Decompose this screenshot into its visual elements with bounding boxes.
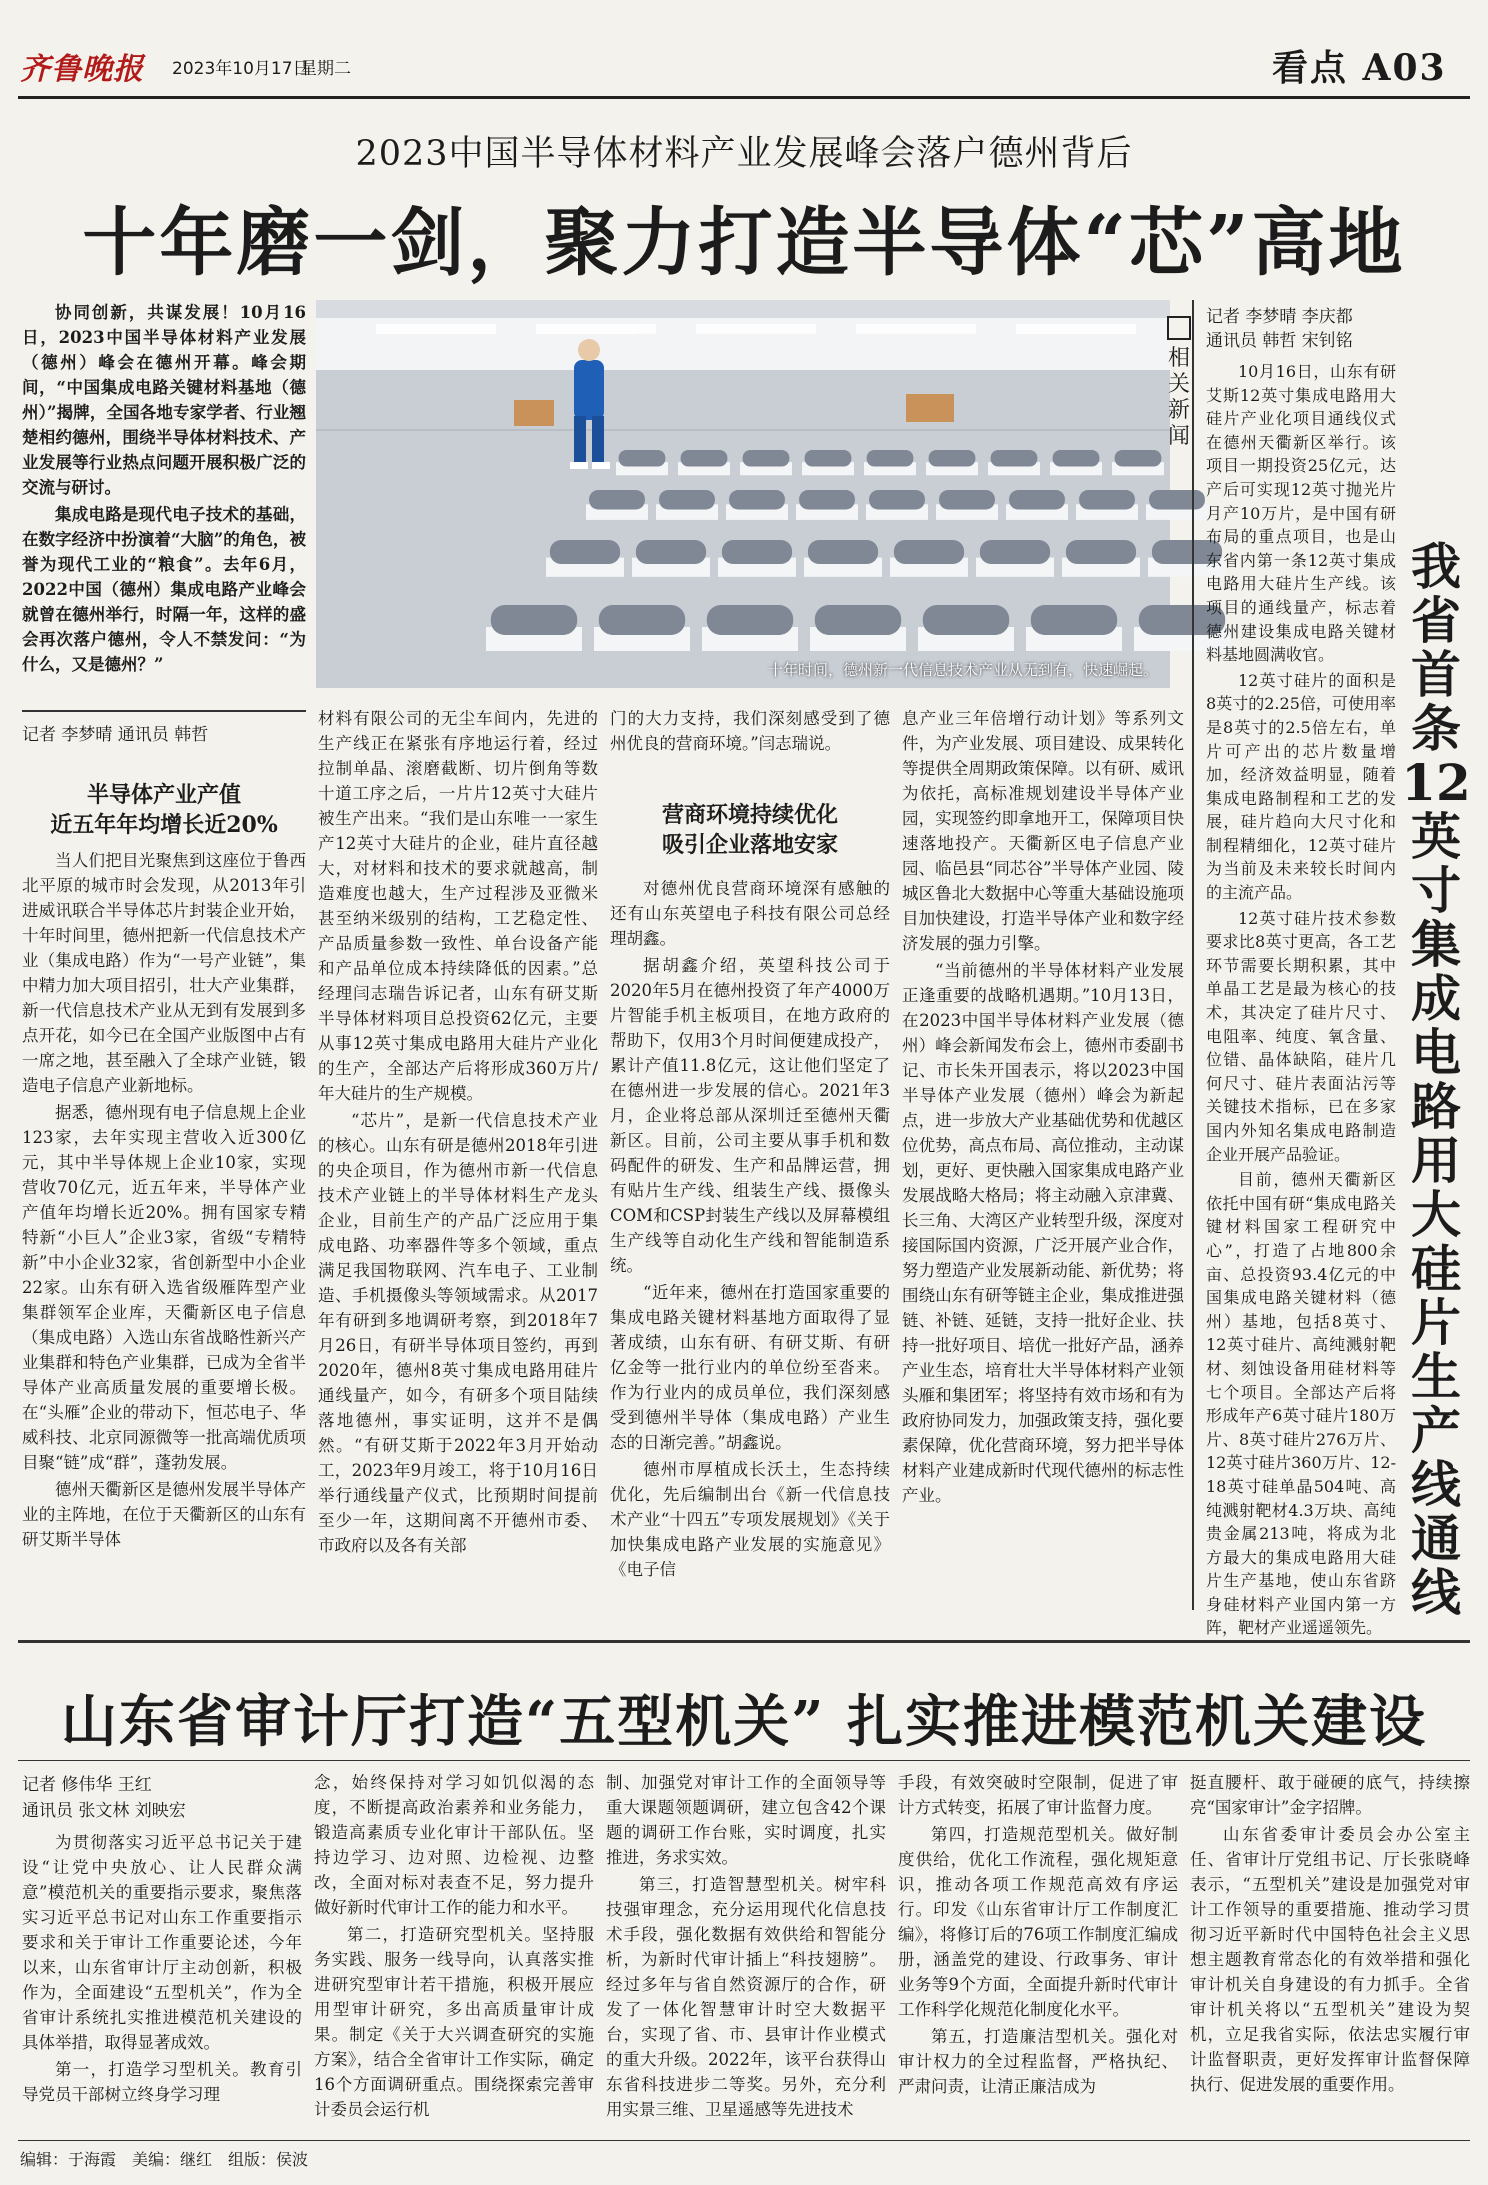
paragraph: 手段，有效突破时空限制，促进了审计方式转变，拓展了审计监督力度。 [898,1773,1178,1817]
silicon-ingot [867,450,914,467]
story1-subhead-2: 营商环境持续优化 吸引企业落地安家 [661,802,838,858]
paragraph: 第一，打造学习型机关。教育引导党员干部树立终身学习理 [22,2060,302,2104]
paragraph: 第二，打造研究型机关。坚持服务实践、服务一线导向，认真落实推进研究型审计若干措施，积极开展应用型审计研究，多出高质量审计成果。制定《关于大兴调查研究的实施方案》，结合全省审计工作实际，确定16个方面调研重点。围绕探索完善审计委员会运行机 [314,1925,594,2119]
silicon-ingot [1149,490,1205,510]
section-rule-thin [18,1760,1470,1761]
silicon-ingot [729,490,785,510]
related-news-label [1166,316,1192,450]
related-byline-1: 记者 李梦晴 李庆都 [1206,307,1353,327]
paragraph: 息产业三年倍增行动计划》等系列文件，为产业发展、项目建设、成果转化等提供全周期政策保障。以有研、威讯为依托，高标准规划建设半导体产业园，实现签约即拿地开工，保障项目快速落地投产。天衢新区电子信息产业园、临邑县“同芯谷”半导体产业园、陵城区鲁北大数据中心等重大基础设施项目加快建设，打造半导体产业和数字经济发展的强力引擎。 [902,709,1184,953]
paragraph: “当前德州的半导体材料产业发展正逢重要的战略机遇期。”10月13日，在2023中国半导体材料产业发展（德州）峰会新闻发布会上，德州市委副书记、市长朱开国表示，将以2023中国半导体产业发展（德州）峰会为新起点，进一步放大产业基础优势和优越区位优势，高点布局、高位推动，主动谋划，更好、更快融入国家集成电路产业发展战略大格局；将主动融入京津冀、长三角、大湾区产业转型升级，深度对接国际国内资源，广泛开展产业合作，努力塑造产业发展新动能、新优势；将围绕山东有研等链主企业，集成推进强链、补链、延链，支持一批好企业、扶持一批好项目、培优一批好产品，涵养产业生态，培育壮大半导体材料产业领头雁和集团军；将坚持有效市场和有为政府协同发力，加强政策支持，强化要素保障，优化营商环境，努力把半导体材料产业建成新时代现代德州的标志性产业。 [902,961,1184,1505]
paragraph: 12英寸硅片技术参数要求比8英寸更高，各工艺环节需要长期积累，其中单晶工艺是最为核心的技术，其决定了硅片尺寸、电阻率、纯度、氧含量、位错、晶体缺陷，硅片几何尺寸、硅片表面沾污等关键技术指标，已在多家国内外知名集成电路制造企业开展产品验证。 [1206,908,1396,1164]
paragraph: 门的大力支持，我们深刻感受到了德州优良的营商环境。”闫志瑞说。 [610,709,890,753]
paragraph: 材料有限公司的无尘车间内，先进的生产线正在紧张有序地运行着，经过拉制单晶、滚磨截断、切片倒角等数十道工序之后，一片片12英寸大硅片被生产出来。“我们是山东唯一一家生产12英寸大硅片的企业，硅片直径越大，对材料和技术的要求就越高，制造难度也越大，生产过程涉及亚微米甚至纳米级别的结构，工艺稳定性、产品质量参数一致性、单台设备产能和产品单位成本持续降低的因素。”总经理闫志瑞告诉记者，山东有研艾斯半导体材料项目总投资62亿元，主要从事12英寸集成电路用大硅片产业化的生产，全部达产后将形成360万片/年大硅片的生产规模。 [318,709,598,1103]
silicon-ingot [799,490,855,510]
paragraph: 德州市厚植成长沃土，生态持续优化，先后编制出台《新一代信息技术产业“十四五”专项发展规划》《关于加快集成电路产业发展的实施意见》《电子信 [610,1460,890,1579]
paragraph: 据悉，德州现有电子信息规上企业123家，去年实现主营收入近300亿元，其中半导体规上企业10家，实现营收70亿元，近五年来，半导体产业产值年均增长近20%。拥有国家专精特新“小巨人”企业3家，省级“专精特新”中小企业32家，省创新型中小企业22家。山东有研入选省级雁阵型产业集群领军企业库，天衢新区电子信息（集成电路）入选山东省战略性新兴产业集群和特色产业集群，已成为全省半导体产业高质量发展的重要增长极。在“头雁”企业的带动下，恒芯电子、华威科技、北京同源微等一批高端优质项目聚“链”成“群”，蓬勃发展。 [22,1103,306,1472]
silicon-ingot [681,450,728,467]
story2-byline-1: 记者 修伟华 王红 [22,1775,152,1795]
silicon-ingot [659,490,715,510]
paragraph: 10月16日，山东有研艾斯12英寸集成电路用大硅片产业化项目通线仪式在德州天衢新区举行。该项目一期投资25亿元，达产后可实现12英寸抛光片月产10万片，是中国有研布局的重点项目，也是山东省内第一条12英寸集成电路用大硅片生产线。该项目的通线量产，标志着德州建设集成电路关键材料基地圆满收官。 [1206,362,1396,665]
silicon-ingot [815,605,901,635]
silicon-ingot [707,605,793,635]
paragraph: 制、加强党对审计工作的全面领导等重大课题领题调研，建立包含42个课题的调研工作台账，实时调度，扎实推进，务求实效。 [606,1773,886,1867]
silicon-ingot [923,605,1009,635]
silicon-ingot [636,540,706,564]
paragraph: 目前，德州天衢新区依托中国有研“集成电路关键材料国家工程研究中心”，打造了占地800余亩、总投资93.4亿元的中国集成电路关键材料（德州）基地，包括8英寸、12英寸硅片、高纯溅射靶材、刻蚀设备用硅材料等七个项目。全部达产后将形成年产6英寸硅片180万片、8英寸硅片276万片、12英寸硅片360万片、12-18英寸硅单晶504吨、高纯溅射靶材4.3万块、高纯贵金属213吨，将成为北方最大的集成电路用大硅片生产基地，使山东省跻身硅材料产业国内第一方阵，靶材产业遥遥领先。 [1206,1170,1396,1638]
related-headline: 我省首条12英寸集成电路用大硅片生产线通线 [1401,537,1471,1622]
story1-byline: 记者 李梦晴 通讯员 韩哲 [22,725,209,745]
silicon-ingot [929,450,976,467]
story2-headline: 山东省审计厅打造“五型机关” 扎实推进模范机关建设 [61,1689,1427,1755]
story1-column-3 [610,876,890,1608]
paragraph: 为贯彻落实习近平总书记关于建设“让党中央放心、让人民群众满意”模范机关的重要指示要求，聚焦落实习近平总书记对山东工作重要指示要求和关于审计工作重要论述，今年以来，山东省审计厅主动创新，积极作为，全面建设“五型机关”，作为全省审计系统扎实推进模范机关建设的具体举措，取得显著成效。 [22,1833,302,2052]
issue-date: 2023年10月17日 [172,59,310,79]
paragraph: 挺直腰杆、敢于碰硬的底气，持续擦亮“国家审计”金字招牌。 [1190,1773,1470,1817]
silicon-ingot [808,540,878,564]
story1-headline: 十年磨一剑，聚力打造半导体“芯”高地 [82,200,1406,286]
silicon-ingot [991,450,1038,467]
related-label-text: 相关新闻 [1167,346,1190,449]
silicon-ingot [1079,490,1135,510]
silicon-ingot [869,490,925,510]
story1-column-2 [318,706,598,1608]
photo-caption: 十年时间，德州新一代信息技术产业从无到有，快速崛起。 [767,661,1158,679]
paragraph: 山东省委审计委员会办公室主任、省审计厅党组书记、厅长张晓峰表示，“五型机关”建设是加强党对审计工作领导的重要措施、推动学习贯彻习近平新时代中国特色社会主义思想主题教育常态化的有效举措和强化审计机关自身建设的有力抓手。全省审计机关将以“五型机关”建设为契机，立足我省实际，依法忠实履行审计监督职责，更好发挥审计监督保障执行、促进发展的重要作用。 [1190,1825,1470,2094]
lead-paragraph: 协同创新，共谋发展！10月16日，2023中国半导体材料产业发展（德州）峰会在德州开幕。峰会期间，“中国集成电路关键材料基地（德州）”揭牌，全国各地专家学者、行业翘楚相约德州，围绕半导体材料技术、产业发展等行业热点问题开展积极广泛的交流与研讨。 [22,303,306,497]
silicon-ingot [619,450,666,467]
story1-kicker: 2023中国半导体材料产业发展峰会落户德州背后 [355,134,1133,174]
issue-weekday: 星期二 [300,59,351,79]
silicon-ingot [1009,490,1065,510]
paragraph: 对德州优良营商环境深有感触的还有山东英望电子科技有限公司总经理胡鑫。 [610,879,890,948]
newspaper-logo: 齐鲁晚报 [20,52,144,87]
story2-column-2 [314,1770,594,2134]
related-byline-2: 通讯员 韩哲 宋钊铭 [1206,331,1353,351]
story1-subhead-1: 半导体产业产值 近五年年均增长近20% [50,782,278,838]
silicon-ingot [743,450,790,467]
lead-paragraph: 集成电路是现代电子技术的基础，在数字经济中扮演着“大脑”的角色，被誉为现代工业的“粮食”。去年6月，2022中国（德州）集成电路产业峰会就曾在德州举行，时隔一年，这样的盛会再次落户德州，令人不禁发问：“为什么，又是德州？” [22,505,306,674]
paragraph: 念，始终保持对学习如饥似渴的态度，不断提高政治素养和业务能力，锻造高素质专业化审计干部队伍。坚持边学习、边对照、边检视、边整改，全面对标对表查不足，努力提升做好新时代审计工作的能力和水平。 [314,1773,594,1917]
section-rule [18,1640,1470,1643]
silicon-ingot [980,540,1050,564]
story1-photo [316,300,1170,688]
paragraph: 12英寸硅片的面积是8英寸的2.25倍，可使用率是8英寸的2.5倍左右，单片可产出的芯片数量增加，经济效益明显，随着集成电路制程和工艺的发展，硅片趋向大尺寸化和制程精细化，12英寸硅片为当前及未来较长时间内的主流产品。 [1206,670,1396,903]
story1-lead [22,300,306,692]
paragraph: 据胡鑫介绍，英望科技公司于2020年5月在德州投资了年产4000万片智能手机主板项目，在地方政府的帮助下，仅用3个月时间便建成投产，累计产值11.8亿元，这让他们坚定了在德州进一步发展的信心。2021年3月，企业将总部从深圳迁至德州天衢新区。目前，公司主要从事手机和数码配件的研发、生产和品牌运营，拥有贴片生产线、组装生产线、摄像头COM和CSP封装生产线以及屏幕模组生产线等自动化生产线和智能制造系统。 [610,956,890,1275]
paragraph: “近年来，德州在打造国家重要的集成电路关键材料基地方面取得了显著成绩，山东有研、有研艾斯、有研亿金等一批行业内的单位纷至沓来。作为行业内的成员单位，我们深刻感受到德州半导体（集成电路）产业生态的日渐完善。”胡鑫说。 [610,1283,890,1452]
divider [22,710,306,712]
story2-column-4 [898,1770,1178,2134]
paragraph: 第五，打造廉洁型机关。强化对审计权力的全过程监督，严格执纪、严肃问责，让清正廉洁成为 [898,2027,1178,2096]
silicon-ingot [550,540,620,564]
silicon-ingot [491,605,577,635]
related-body [1206,360,1396,1638]
paragraph: 当人们把目光聚焦到这座位于鲁西北平原的城市时会发现，从2013年引进威讯联合半导体芯片封装企业开始，十年时间里，德州把新一代信息技术产业（集成电路）作为“一号产业链”，集中精力加大项目招引，壮大产业集群，新一代信息技术产业从无到有发展到多点开花，如今已在全国产业版图中占有一席之地，甚至融入了全球产业链，锻造电子信息产业新地标。 [22,851,306,1095]
paragraph: 第三，打造智慧型机关。树牢科技强审理念，充分运用现代化信息技术手段，强化数据有效供给和智能分析，为新时代审计插上“科技翅膀”。经过多年与省自然资源厅的合作，研发了一体化智慧审计时空大数据平台，实现了省、市、县审计作业模式的重大升级。2022年，该平台获得山东省科技进步二等奖。另外，充分利用实景三维、卫星遥感等先进技术 [606,1875,886,2119]
story1-column-3a [610,706,890,774]
silicon-ingot [599,605,685,635]
page-credits: 编辑：于海霞 美编：继红 组版：侯波 [20,2150,309,2169]
paragraph: 德州天衢新区是德州发展半导体产业的主阵地，在位于天衢新区的山东有研艾斯半导体 [22,1480,306,1549]
cleanroom-illustration [316,300,1170,688]
story1-column-4 [902,706,1184,1608]
label-box-icon [1167,316,1191,340]
footer-rule [18,2140,1470,2141]
silicon-ingot [589,490,645,510]
sidebar-divider [1192,300,1194,1610]
silicon-ingot [1053,450,1100,467]
silicon-ingot [805,450,852,467]
story1-column-1 [22,848,306,1608]
silicon-ingot [1066,540,1136,564]
silicon-ingot [894,540,964,564]
masthead [0,0,1488,89]
page-section: 看点 A03 [1272,47,1447,89]
silicon-ingot [1031,605,1117,635]
top-rule [18,96,1470,99]
story2-column-3 [606,1770,886,2134]
paragraph: 第四，打造规范型机关。做好制度供给，优化工作流程，强化规矩意识，推动各项工作规范高效有序运行。印发《山东省审计厅工作制度汇编》，将修订后的76项工作制度汇编成册，涵盖党的建设、行政事务、审计业务等9个方面，全面提升新时代审计工作科学化规范化制度化水平。 [898,1825,1178,2019]
silicon-ingot [939,490,995,510]
silicon-ingot [722,540,792,564]
story2-column-1 [22,1830,302,2134]
story2-byline-2: 通讯员 张文林 刘映宏 [22,1801,186,1821]
silicon-ingot [1115,450,1162,467]
paragraph: “芯片”，是新一代信息技术产业的核心。山东有研是德州2018年引进的央企项目，作为德州市新一代信息技术产业链上的半导体材料生产龙头企业，目前生产的产品广泛应用于集成电路、功率器件等多个领域，重点满足我国物联网、汽车电子、工业制造、手机摄像头等领域需求。从2017年有研到多地调研考察，到2018年7月26日，有研半导体项目签约，再到2020年，德州8英寸集成电路用硅片通线量产，如今，有研多个项目陆续落地德州，事实证明，这并不是偶然。“有研艾斯于2022年3月开始动工，2023年9月竣工，将于10月16日举行通线量产仪式，比预期时间提前至少一年，这期间离不开德州市委、市政府以及各有关部 [318,1111,598,1555]
story2-column-5 [1190,1770,1470,2134]
